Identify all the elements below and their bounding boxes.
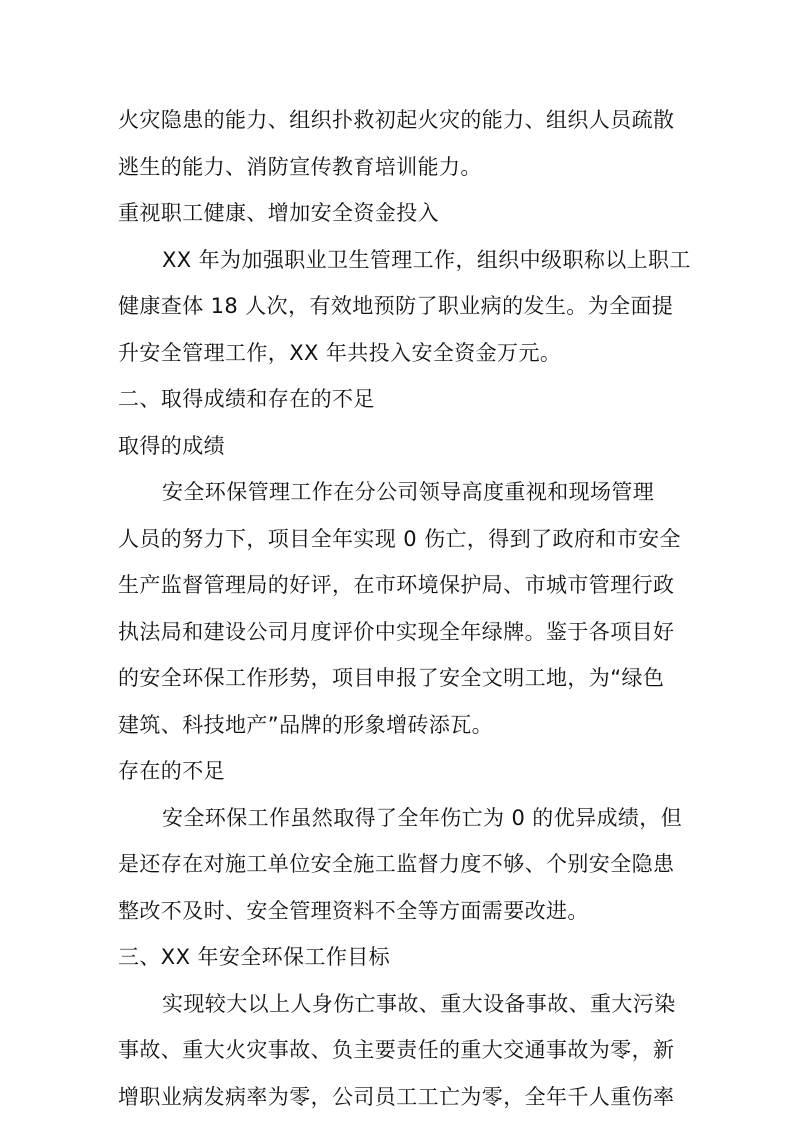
text-line: 执法局和建设公司月度评价中实现全年绿牌。鉴于各项目好 (118, 619, 675, 644)
text-line: XX 年为加强职业卫生管理工作，组织中级职称以上职工 (162, 247, 691, 272)
text-line: 是还存在对施工单位安全施工监督力度不够、个别安全隐患 (118, 852, 675, 876)
text-line: 的安全环保工作形势，项目申报了安全文明工地，为“绿色 (118, 666, 665, 690)
section-heading: 三、XX 年安全环保工作目标 (118, 945, 391, 969)
section-heading: 取得的成绩 (118, 433, 225, 458)
text-line: 事故、重大火灾事故、负主要责任的重大交通事故为零，新 (118, 1038, 675, 1062)
body-text (118, 97, 691, 1120)
text-line: 升安全管理工作，XX 年共投入安全资金万元。 (118, 340, 562, 365)
text-line: 整改不及时、安全管理资料不全等方面需要改进。 (118, 898, 589, 923)
section-heading: 存在的不足 (118, 759, 225, 783)
section-heading: 二、取得成绩和存在的不足 (118, 387, 375, 411)
text-line: 逃生的能力、消防宣传教育培训能力。 (118, 154, 482, 179)
text-line: 建筑、科技地产”品牌的形象增砖添瓦。 (118, 712, 494, 737)
text-line: 安全环保管理工作在分公司领导高度重视和现场管理 (162, 480, 655, 504)
text-line: 火灾隐患的能力、组织扑救初起火灾的能力、组织人员疏散 (118, 108, 675, 132)
section-heading: 重视职工健康、增加安全资金投入 (118, 201, 439, 225)
text-line: 实现较大以上人身伤亡事故、重大设备事故、重大污染 (162, 991, 676, 1016)
text-line: 增职业病发病率为零，公司员工工亡为零，全年千人重伤率 (118, 1084, 675, 1109)
text-line: 安全环保工作虽然取得了全年伤亡为 0 的优异成绩，但 (162, 805, 683, 830)
text-line: 人员的努力下，项目全年实现 0 伤亡，得到了政府和市安全 (118, 526, 681, 551)
text-line: 健康查体 18 人次，有效地预防了职业病的发生。为全面提 (118, 294, 674, 318)
text-line: 生产监督管理局的好评，在市环境保护局、市城市管理行政 (118, 573, 675, 597)
